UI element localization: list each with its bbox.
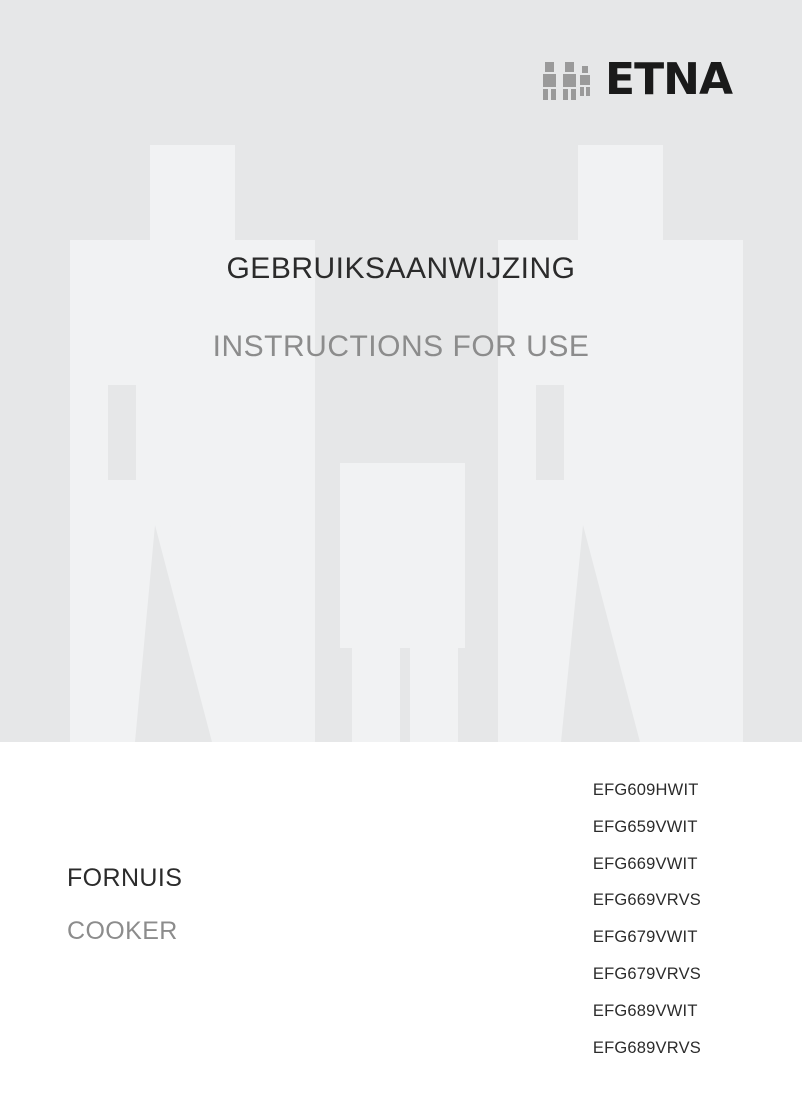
hero-titles [0, 252, 802, 364]
title-dutch: GEBRUIKSAANWIJZING [226, 252, 576, 285]
list-item: EFG609HWIT [592, 781, 699, 799]
list-item: EFG689VRVS [592, 1038, 701, 1057]
model-number-list [593, 772, 701, 1066]
product-names [67, 864, 182, 946]
title-english: INSTRUCTIONS FOR USE [212, 330, 590, 363]
list-item: EFG679VRVS [592, 964, 701, 983]
list-item: EFG659VWIT [592, 817, 698, 836]
footer-section [0, 742, 802, 1120]
brand-wordmark: ETNA [605, 54, 732, 105]
list-item: EFG669VRVS [592, 891, 701, 910]
list-item: EFG689VWIT [592, 1001, 698, 1020]
etna-people-logo-icon [543, 60, 603, 100]
list-item: EFG669VWIT [592, 854, 698, 873]
product-name-dutch: FORNUIS [67, 864, 183, 892]
list-item: EFG679VWIT [592, 928, 698, 947]
product-name-english: COOKER [67, 917, 178, 945]
brand-logo [543, 54, 732, 105]
